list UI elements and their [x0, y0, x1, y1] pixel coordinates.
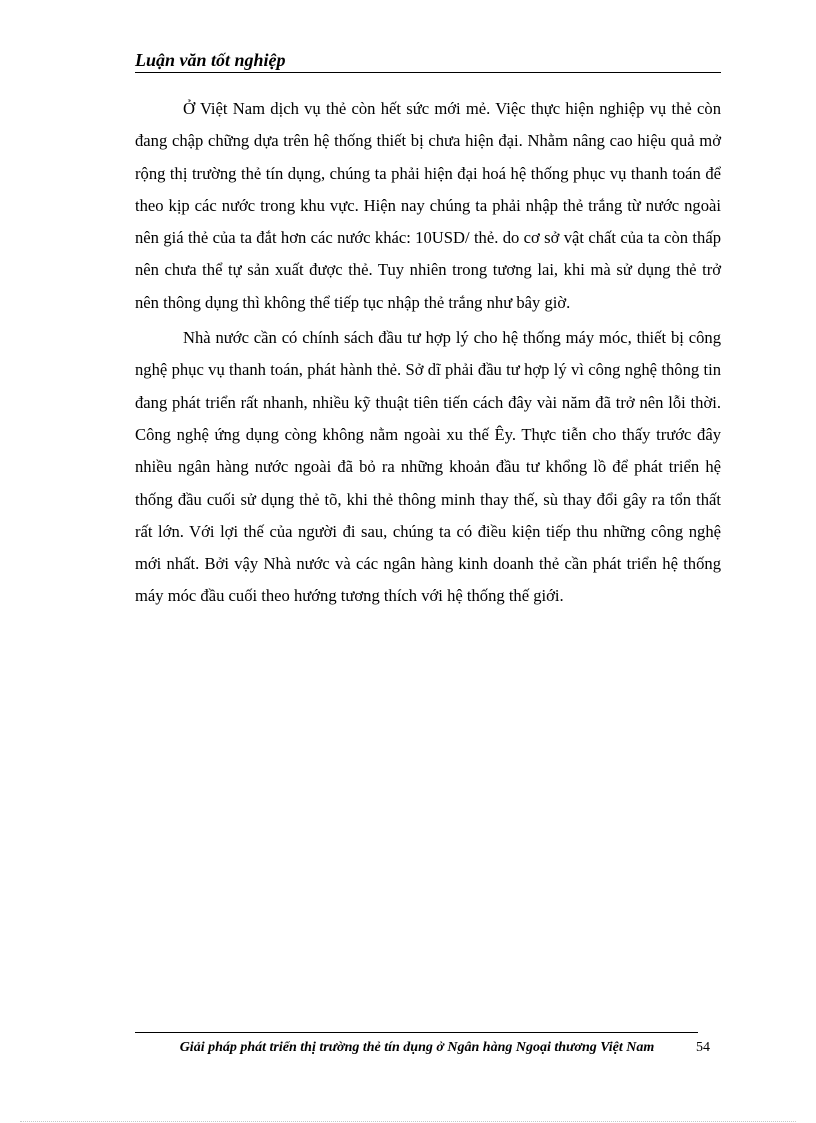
- page-number: 54: [696, 1040, 710, 1055]
- footer-divider: [135, 1032, 698, 1033]
- page-header: [135, 50, 721, 73]
- footer-title: Giải pháp phát triển thị trường thẻ tín dụng ở Ngân hàng Ngoại thương Việt Nam: [179, 1040, 655, 1055]
- paragraph: Ở Việt Nam dịch vụ thẻ còn hết sức mới mẻ. Việc thực hiện nghiệp vụ thẻ còn đang chập chững dựa trên hệ thống thiết bị chưa hiện đại. Nhằm nâng cao hiệu quả mở rộng thị trường thẻ tín dụng, chúng ta phải hiện đại hoá hệ thống phục vụ thanh toán để theo kịp các nước trong khu vực. Hiện nay chúng ta phải nhập thẻ trắng từ nước ngoài nên giá thẻ của ta đắt hơn các nước khác: 10USD/ thẻ. do cơ sở vật chất của ta còn thấp nên chưa thể tự sản xuất được thẻ. Tuy nhiên trong tương lai, khi mà sử dụng thẻ trở nên thông dụng thì không thể tiếp tục nhập thẻ trắng như bây giờ.: [135, 99, 721, 312]
- body-text: [135, 93, 721, 616]
- paragraph: Nhà nước cần có chính sách đầu tư hợp lý cho hệ thống máy móc, thiết bị công nghệ phục vụ thanh toán, phát hành thẻ. Sở dĩ phải đầu tư hợp lý vì công nghệ thông tin đang phát triển rất nhanh, nhiều kỹ thuật tiên tiến cách đây vài năm đã trở nên lỗi thời. Công nghệ ứng dụng còng không nằm ngoài xu thế Êy. Thực tiễn cho thấy trước đây nhiều ngân hàng nước ngoài đã bỏ ra những khoản đầu tư khổng lồ để phát triển hệ thống đầu cuối sử dụng thẻ tõ, khi thẻ thông minh thay thế, sù thay đổi gây ra tổn thất rất lớn. Với lợi thế của người đi sau, chúng ta có điều kiện tiếp thu những công nghệ mới nhất. Bởi vậy Nhà nước và các ngân hàng kinh doanh thẻ cần phát triển hệ thống máy móc đầu cuối theo hướng tương thích với hệ thống thế giới.: [135, 328, 721, 606]
- page-edge-divider: [20, 1121, 796, 1122]
- header-title: Luận văn tốt nghiệp: [135, 50, 286, 70]
